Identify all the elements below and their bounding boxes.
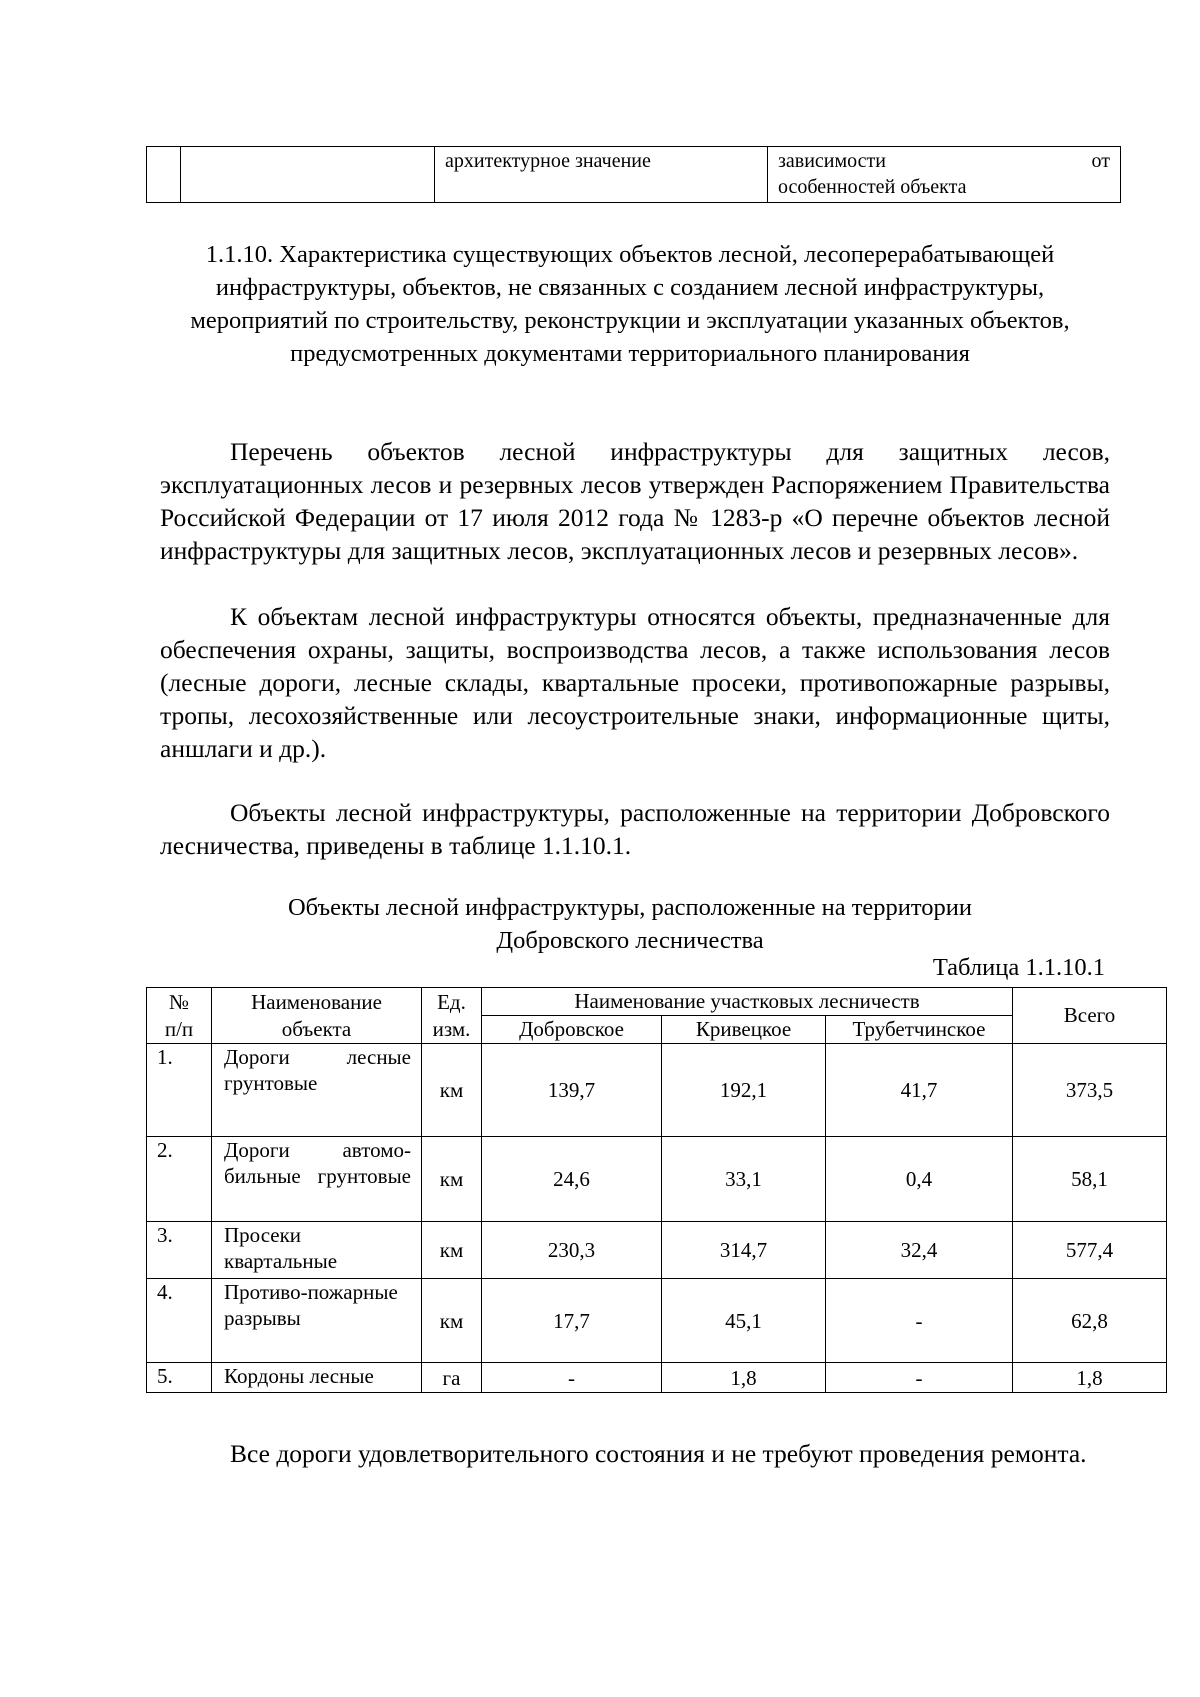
paragraph-text: Объекты лесной инфраструктуры, расположенные на территории Добровского лесничества, приведены в таблице 1.1.10.1. — [160, 798, 1110, 860]
header-group: Наименование участковых лесничеств — [482, 988, 1013, 1016]
cell-num: 4. — [147, 1279, 212, 1363]
table-row — [147, 1137, 1167, 1222]
cell-total: 577,4 — [1013, 1222, 1167, 1279]
cell-unit: га — [422, 1363, 482, 1393]
header-text: объекта — [281, 1016, 352, 1041]
table-row — [147, 147, 1121, 203]
table-row — [147, 1363, 1167, 1393]
cell-unit: км — [422, 1137, 482, 1222]
header-text: изм. — [432, 1016, 471, 1041]
header-dobrovskoe: Добровское — [482, 1016, 662, 1044]
cell-dobrovskoe: 17,7 — [482, 1279, 662, 1363]
section-heading: 1.1.10. Характеристика существующих объектов лесной, лесоперерабатывающей инфраструктуры, объектов, не связанных с созданием лесной инфраструктуры, мероприятий по строительству, реконструкции и эксплуатации указанных объектов, предусмотренных документами территориального планирования — [190, 241, 1070, 367]
table-cell — [768, 147, 1121, 203]
header-text: № — [168, 989, 190, 1014]
cell-trubetchinskoe: - — [826, 1279, 1013, 1363]
cell-trubetchinskoe: 0,4 — [826, 1137, 1013, 1222]
header-num — [147, 988, 212, 1044]
header-text: п/п — [164, 1016, 194, 1041]
cell-dobrovskoe: 230,3 — [482, 1222, 662, 1279]
cell-text: зависимости — [778, 150, 886, 172]
header-trubetchinskoe: Трубетчинское — [826, 1016, 1013, 1044]
infrastructure-table — [146, 987, 1167, 1393]
table-row — [147, 1279, 1167, 1363]
paragraph — [160, 435, 1110, 567]
paragraph-text: Перечень объектов лесной инфраструктуры для защитных лесов, эксплуатационных лесов и резервных лесов утвержден Распоряжением Правительства Российской Федерации от 17 июля 2012 года № 1283-р «О перечне объектов лесной инфраструктуры для защитных лесов, эксплуатационных лесов и резервных лесов». — [160, 437, 1110, 565]
cell-text: особенностей объекта — [778, 176, 967, 198]
table-row — [147, 1222, 1167, 1279]
cell-name: Просеки квартальные — [212, 1222, 422, 1279]
cell-krivetskoe: 314,7 — [662, 1222, 826, 1279]
cell-trubetchinskoe: - — [826, 1363, 1013, 1393]
cell-total: 373,5 — [1013, 1044, 1167, 1137]
paragraph — [160, 600, 1110, 765]
cell-dobrovskoe: - — [482, 1363, 662, 1393]
cell-krivetskoe: 192,1 — [662, 1044, 826, 1137]
cell-num: 2. — [147, 1137, 212, 1222]
table-row — [147, 1044, 1167, 1137]
cell-num: 1. — [147, 1044, 212, 1137]
cell-unit: км — [422, 1044, 482, 1137]
cell-text: от — [1091, 150, 1110, 172]
paragraph-text: Все дороги удовлетворительного состояния и не требуют проведения ремонта. — [230, 1439, 1087, 1468]
header-text: Ед. — [437, 989, 466, 1014]
cell-name: Дороги автомо-бильные грунтовые — [212, 1137, 422, 1222]
table-cell-empty — [147, 147, 181, 203]
cell-unit: км — [422, 1222, 482, 1279]
header-text: Наименование — [251, 989, 382, 1014]
cell-name: Дороги лесные грунтовые — [212, 1044, 422, 1137]
cell-krivetskoe: 45,1 — [662, 1279, 826, 1363]
table-header-row — [147, 988, 1167, 1016]
cell-trubetchinskoe: 32,4 — [826, 1222, 1013, 1279]
continuation-table — [146, 146, 1121, 203]
cell-name: Противо-пожарные разрывы — [212, 1279, 422, 1363]
cell-total: 62,8 — [1013, 1279, 1167, 1363]
cell-num: 5. — [147, 1363, 212, 1393]
cell-dobrovskoe: 139,7 — [482, 1044, 662, 1137]
table-cell-empty — [181, 147, 435, 203]
table-cell: архитектурное значение — [435, 147, 768, 203]
cell-dobrovskoe: 24,6 — [482, 1137, 662, 1222]
cell-total: 1,8 — [1013, 1363, 1167, 1393]
paragraph — [160, 1437, 1110, 1470]
paragraph-text: К объектам лесной инфраструктуры относятся объекты, предназначенные для обеспечения охраны, защиты, воспроизводства лесов, а также использования лесов (лесные дороги, лесные склады, квартальные просеки, противопожарные разрывы, тропы, лесохозяйственные или лесоустроительные знаки, информационные щиты, аншлаги и др.). — [160, 602, 1110, 763]
header-name — [212, 988, 422, 1044]
cell-krivetskoe: 33,1 — [662, 1137, 826, 1222]
cell-num: 3. — [147, 1222, 212, 1279]
paragraph — [160, 796, 1110, 862]
caption-line: Объекты лесной инфраструктуры, расположенные на территории — [287, 894, 973, 921]
cell-name: Кордоны лесные — [212, 1363, 422, 1393]
cell-unit: км — [422, 1279, 482, 1363]
table-number: Таблица 1.1.10.1 — [932, 954, 1105, 981]
header-krivetskoe: Кривецкое — [662, 1016, 826, 1044]
header-total: Всего — [1013, 988, 1167, 1044]
cell-krivetskoe: 1,8 — [662, 1363, 826, 1393]
cell-trubetchinskoe: 41,7 — [826, 1044, 1013, 1137]
header-unit — [422, 988, 482, 1044]
caption-line: Добровского лесничества — [496, 927, 764, 954]
table-caption — [240, 891, 1020, 957]
cell-total: 58,1 — [1013, 1137, 1167, 1222]
